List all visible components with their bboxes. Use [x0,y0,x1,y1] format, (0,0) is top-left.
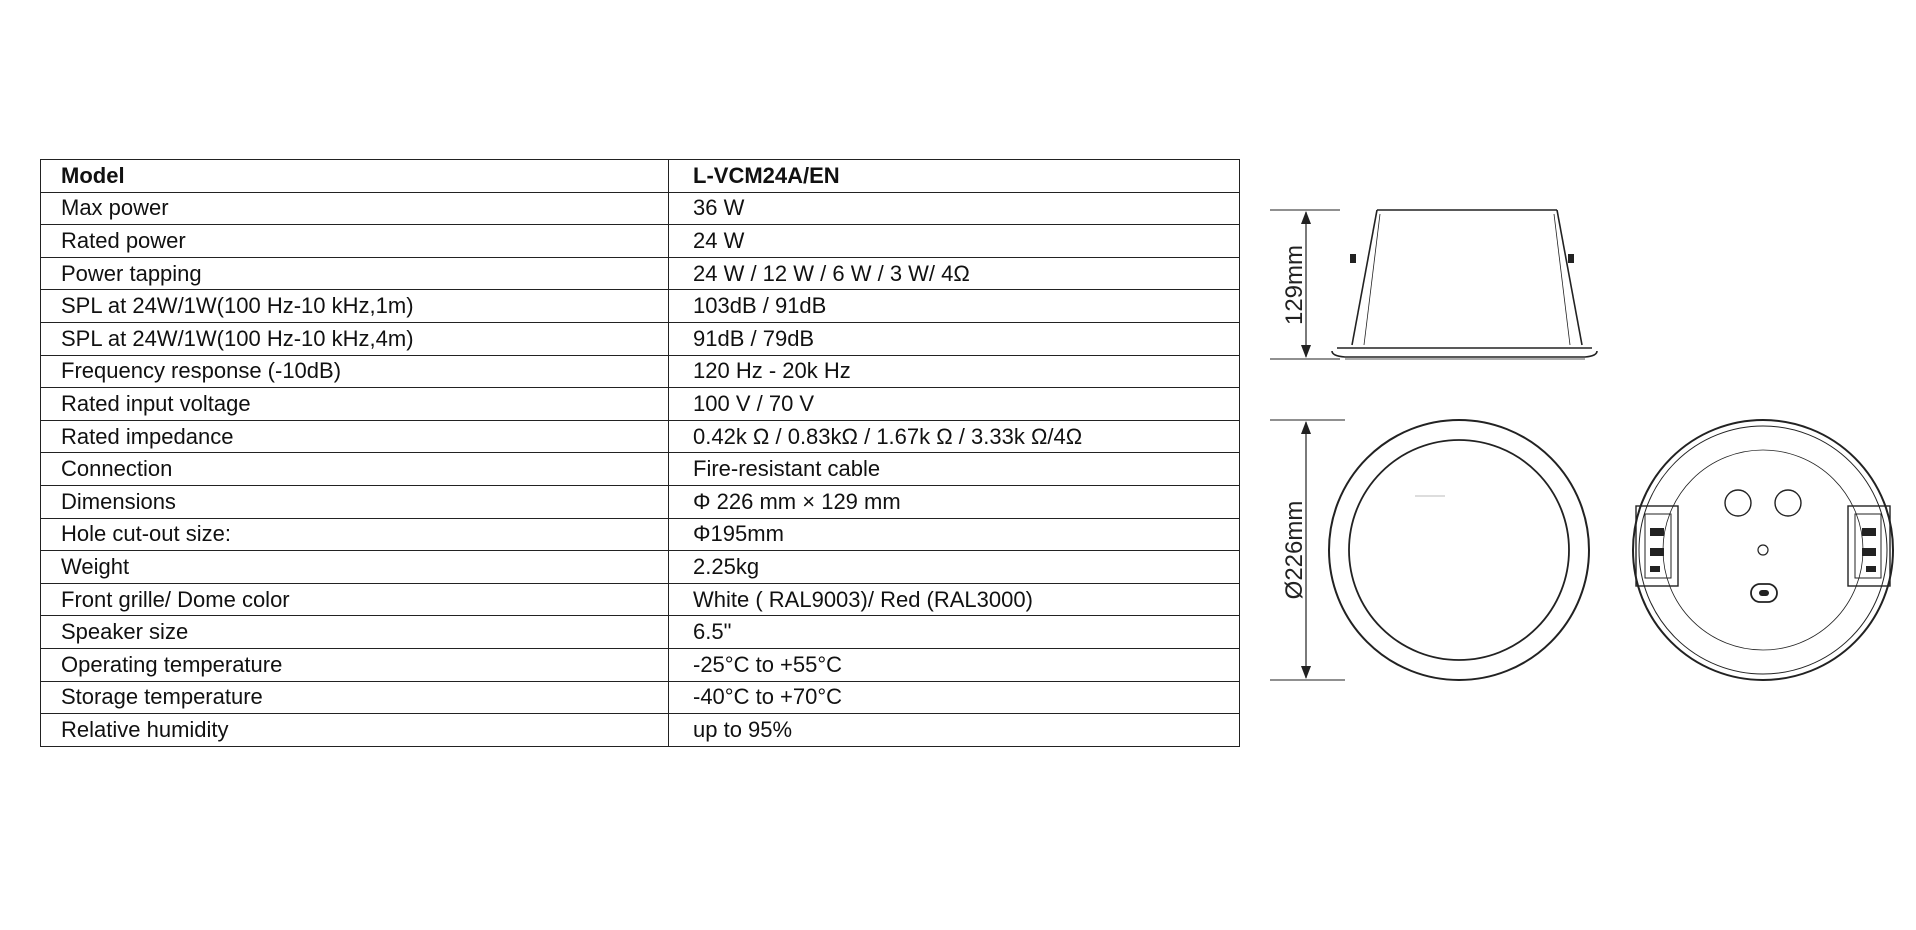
row-value: Fire-resistant cable [669,453,1240,486]
front-view-drawing [1270,420,1589,680]
table-row [41,681,1240,714]
speaker-dimension-drawing [1240,190,1916,710]
table-row [41,388,1240,421]
row-value: 36 W [669,192,1240,225]
spec-table [40,159,1240,747]
svg-text:Ø226mm: Ø226mm [1281,500,1308,600]
row-value: 6.5" [669,616,1240,649]
row-value: Φ 226 mm × 129 mm [669,485,1240,518]
row-label: Weight [41,551,669,584]
row-label: SPL at 24W/1W(100 Hz-10 kHz,4m) [41,322,669,355]
row-value: 0.42k Ω / 0.83kΩ / 1.67k Ω / 3.33k Ω/4Ω [669,420,1240,453]
table-row [41,225,1240,258]
row-value: 91dB / 79dB [669,322,1240,355]
table-row [41,551,1240,584]
table-row [41,322,1240,355]
table-row [41,192,1240,225]
table-row [41,257,1240,290]
row-label: Hole cut-out size: [41,518,669,551]
row-label: Speaker size [41,616,669,649]
row-value: Φ195mm [669,518,1240,551]
row-label: Power tapping [41,257,669,290]
row-label: Front grille/ Dome color [41,583,669,616]
table-row [41,518,1240,551]
row-label: Connection [41,453,669,486]
table-row [41,583,1240,616]
back-view-drawing [1633,420,1893,680]
row-value: -25°C to +55°C [669,648,1240,681]
row-value: 120 Hz - 20k Hz [669,355,1240,388]
height-label [1281,245,1308,325]
row-value: -40°C to +70°C [669,681,1240,714]
table-row [41,616,1240,649]
row-label: Max power [41,192,669,225]
table-row [41,290,1240,323]
table-header-row [41,160,1240,193]
model-value: L-VCM24A/EN [669,160,1240,193]
table-row [41,420,1240,453]
row-value: 103dB / 91dB [669,290,1240,323]
row-label: Frequency response (-10dB) [41,355,669,388]
row-value: 100 V / 70 V [669,388,1240,421]
row-label: Operating temperature [41,648,669,681]
row-label: SPL at 24W/1W(100 Hz-10 kHz,1m) [41,290,669,323]
svg-text:129mm: 129mm [1281,244,1308,326]
table-row [41,648,1240,681]
row-value: 2.25kg [669,551,1240,584]
table-row [41,355,1240,388]
side-view-drawing [1270,210,1597,359]
model-label: Model [41,160,669,193]
row-value: 24 W [669,225,1240,258]
diameter-label [1281,501,1308,600]
row-label: Rated input voltage [41,388,669,421]
table-row [41,714,1240,747]
row-label: Rated impedance [41,420,669,453]
table-row [41,453,1240,486]
table-row [41,485,1240,518]
row-value: 24 W / 12 W / 6 W / 3 W/ 4Ω [669,257,1240,290]
row-value: up to 95% [669,714,1240,747]
row-label: Storage temperature [41,681,669,714]
row-value: White ( RAL9003)/ Red (RAL3000) [669,583,1240,616]
row-label: Relative humidity [41,714,669,747]
row-label: Dimensions [41,485,669,518]
row-label: Rated power [41,225,669,258]
